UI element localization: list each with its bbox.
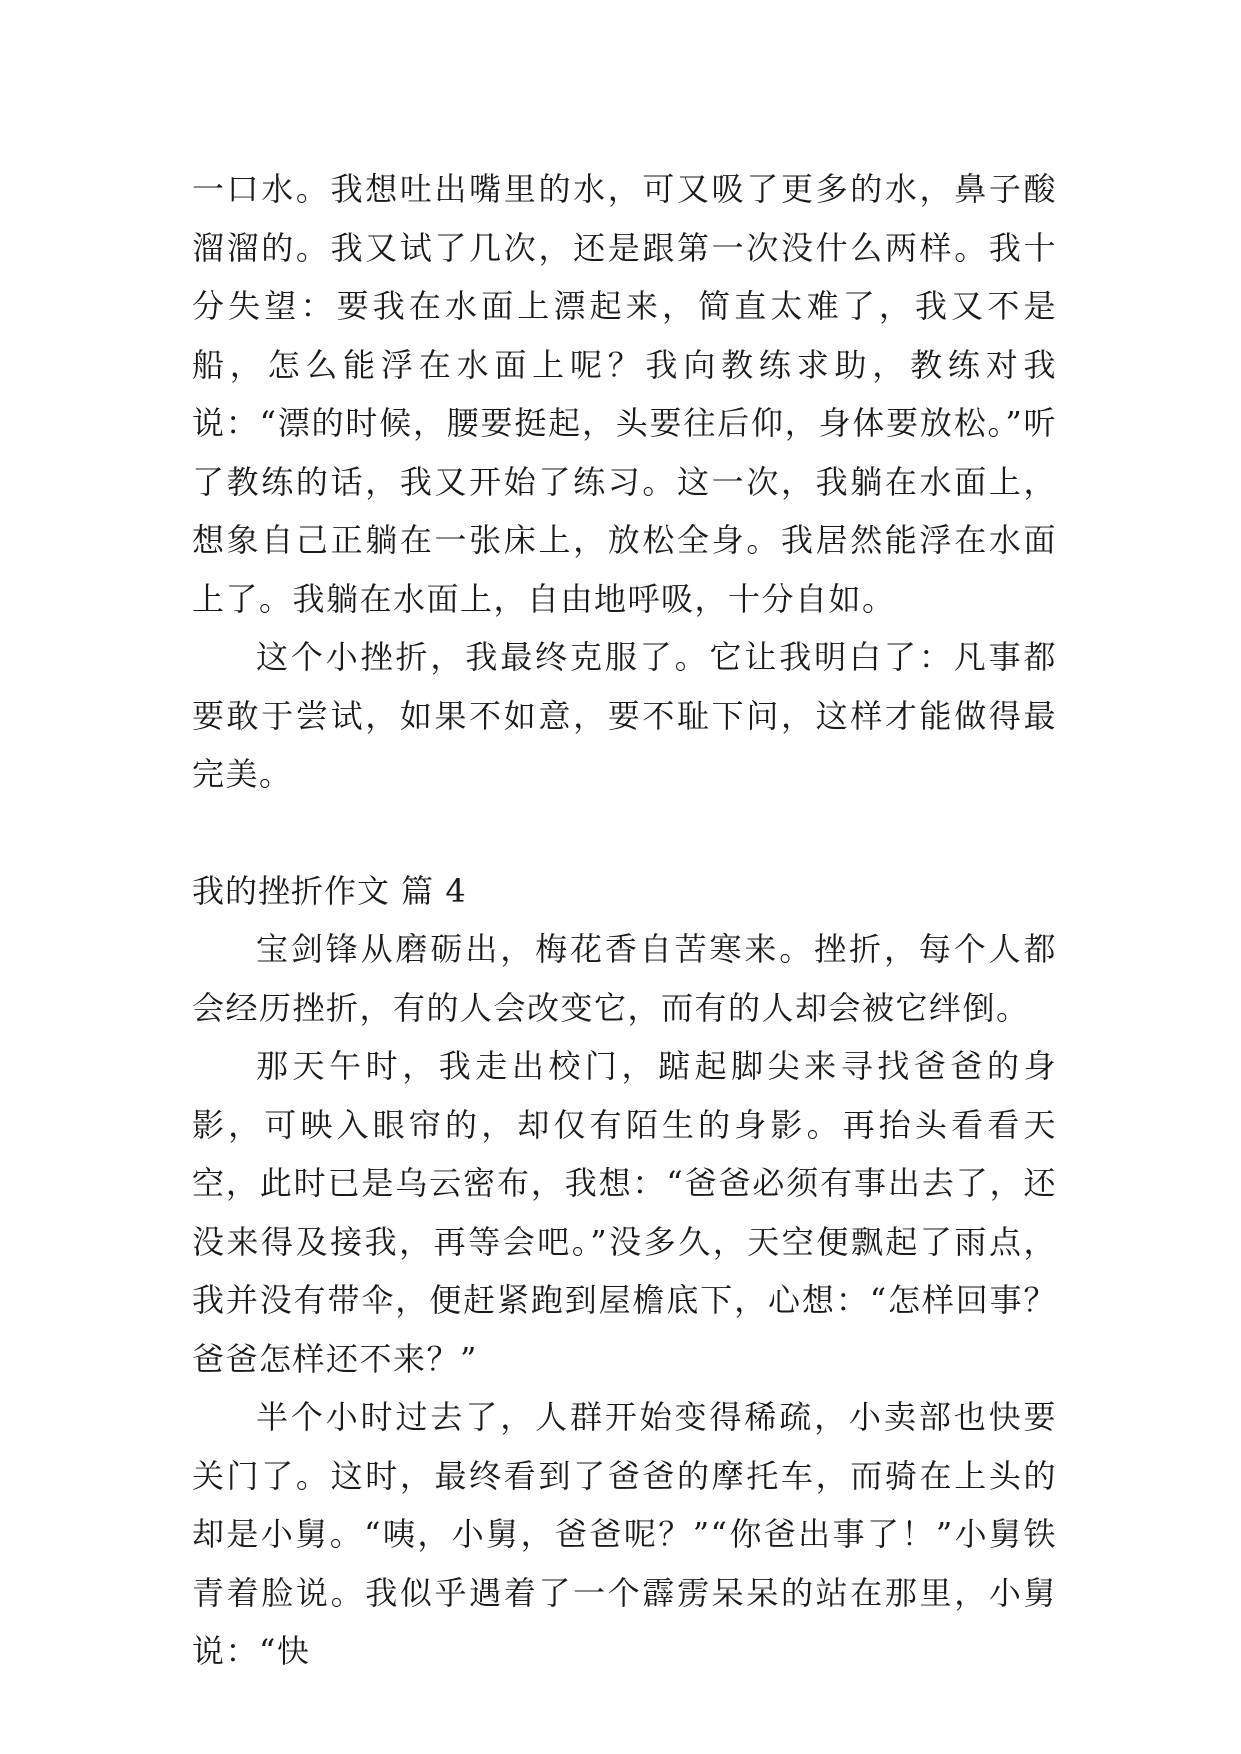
document-body bbox=[192, 160, 1057, 1681]
paragraph: 半个小时过去了，人群开始变得稀疏，小卖部也快要关门了。这时，最终看到了爸爸的摩托车，而骑在上头的却是小舅。“咦，小舅，爸爸呢？”“你爸出事了！”小舅铁青着脸说。我似乎遇着了一个霹雳呆呆的站在那里，小舅说：“快 bbox=[192, 1398, 1057, 1670]
paragraph: 宝剑锋从磨砺出，梅花香自苦寒来。挫折，每个人都会经历挫折，有的人会改变它，而有的人却会被它绊倒。 bbox=[192, 930, 1057, 1027]
paragraph: 一口水。我想吐出嘴里的水，可又吸了更多的水，鼻子酸溜溜的。我又试了几次，还是跟第一次没什么两样。我十分失望：要我在水面上漂起来，简直太难了，我又不是船，怎么能浮在水面上呢？我向教练求助，教练对我说：“漂的时候，腰要挺起，头要往后仰，身体要放松。”听了教练的话，我又开始了练习。这一次，我躺在水面上，想象自己正躺在一张床上，放松全身。我居然能浮在水面上了。我躺在水面上，自由地呼吸，十分自如。 bbox=[192, 170, 1057, 618]
section-heading: 我的挫折作文 篇 4 bbox=[192, 871, 467, 910]
paragraph: 这个小挫折，我最终克服了。它让我明白了：凡事都要敢于尝试，如果不如意，要不耻下问，这样才能做得最完美。 bbox=[192, 638, 1057, 793]
section-spacer bbox=[192, 804, 1057, 862]
paragraph: 那天午时，我走出校门，踮起脚尖来寻找爸爸的身影，可映入眼帘的，却仅有陌生的身影。再抬头看看天空，此时已是乌云密布，我想：“爸爸必须有事出去了，还没来得及接我，再等会吧。”没多久，天空便飘起了雨点，我并没有带伞，便赶紧跑到屋檐底下，心想：“怎样回事？爸爸怎样还不来？” bbox=[192, 1047, 1057, 1378]
